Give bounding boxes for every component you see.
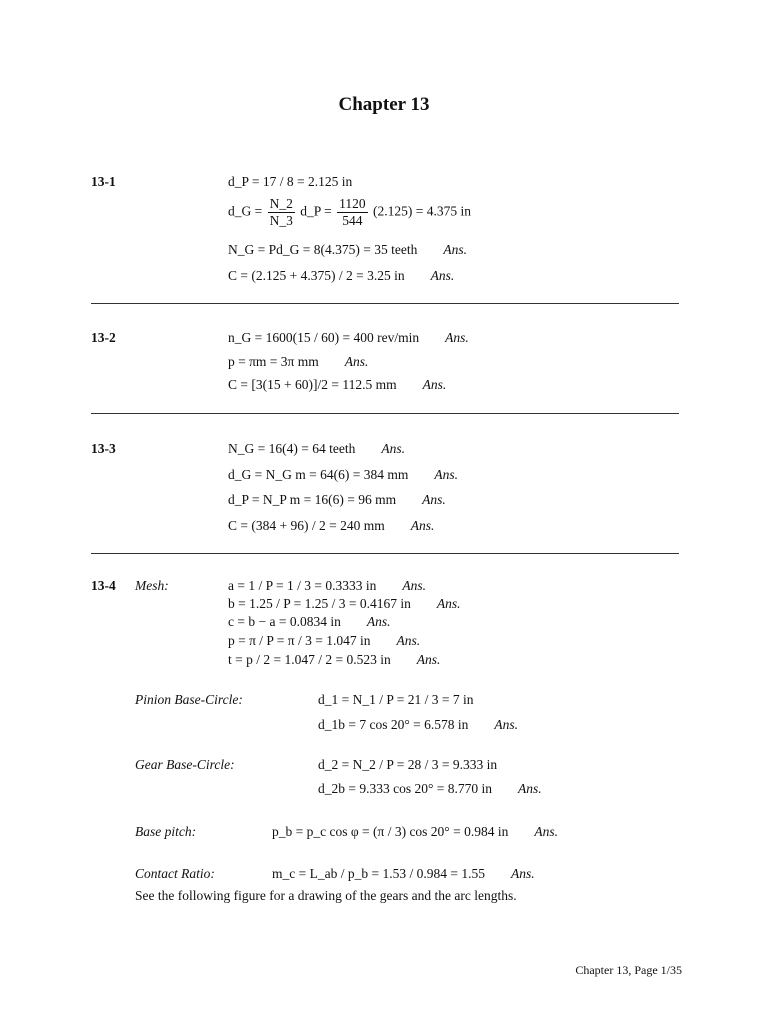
equation-13-1-line-3 — [228, 242, 467, 258]
eq-text: N_G = Pd_G = 8(4.375) = 35 teeth — [228, 242, 418, 257]
answer-marker: Ans. — [518, 781, 542, 796]
gear-line-1: d_2 = N_2 / P = 28 / 3 = 9.333 in — [318, 757, 498, 772]
answer-marker: Ans. — [422, 492, 446, 507]
answer-marker: Ans. — [510, 866, 535, 881]
problem-number-13-3: 13-3 — [91, 441, 116, 456]
problem-number-13-1: 13-1 — [91, 174, 116, 189]
equation-13-2-line-3 — [228, 377, 446, 393]
gear-line-2 — [318, 781, 542, 797]
answer-marker: Ans. — [422, 377, 447, 392]
answer-marker: Ans. — [366, 614, 391, 629]
mesh-line-5 — [228, 652, 440, 668]
page-title: Chapter 13 — [338, 94, 430, 115]
eq-text: C = (384 + 96) / 2 = 240 mm — [228, 518, 385, 533]
eq-text: N_G = 16(4) = 64 teeth — [228, 441, 356, 456]
figure-note: See the following figure for a drawing of the gears and the arc lengths. — [135, 888, 517, 903]
fraction-1120-544 — [337, 196, 368, 229]
mesh-label: Mesh: — [135, 578, 169, 593]
base-pitch-label: Base pitch: — [135, 824, 197, 839]
contact-ratio-label: Contact Ratio: — [135, 866, 215, 881]
equation-13-1-line-4 — [228, 268, 454, 284]
pinion-line-2 — [318, 717, 518, 733]
equation-13-3-line-1 — [228, 441, 405, 457]
equation-13-1-line-1: d_P = 17 / 8 = 2.125 in — [228, 174, 353, 189]
eq-text: C = (2.125 + 4.375) / 2 = 3.25 in — [228, 268, 405, 283]
gear-base-circle-label: Gear Base-Circle: — [135, 757, 235, 772]
fraction-numerator: 1120 — [339, 196, 366, 211]
eq-text: p = π / P = π / 3 = 1.047 in — [228, 633, 371, 648]
answer-marker: Ans. — [410, 518, 435, 533]
eq-text: d_1b = 7 cos 20° = 6.578 in — [318, 717, 469, 732]
answer-marker: Ans. — [396, 633, 421, 648]
answer-marker: Ans. — [430, 268, 455, 283]
pinion-base-circle-label: Pinion Base-Circle: — [135, 692, 243, 707]
answer-marker: Ans. — [534, 824, 558, 839]
section-divider — [91, 553, 679, 554]
section-divider — [91, 413, 679, 414]
answer-marker: Ans. — [443, 242, 467, 257]
answer-marker: Ans. — [445, 330, 469, 345]
answer-marker: Ans. — [402, 578, 426, 593]
pinion-line-1: d_1 = N_1 / P = 21 / 3 = 7 in — [318, 692, 474, 707]
fraction-denominator: 544 — [342, 213, 363, 228]
answer-marker: Ans. — [434, 467, 458, 482]
page-footer: Chapter 13, Page 1/35 — [575, 963, 682, 977]
fraction-denominator: N_3 — [269, 213, 293, 228]
fraction-numerator: N_2 — [269, 196, 293, 211]
eq-text: d_P = N_P m = 16(6) = 96 mm — [228, 492, 397, 507]
answer-marker: Ans. — [416, 652, 441, 667]
equation-13-2-line-1 — [228, 330, 469, 346]
answer-marker: Ans. — [494, 717, 518, 732]
mesh-line-1 — [228, 578, 426, 594]
eq-text: C = [3(15 + 60)]/2 = 112.5 mm — [228, 377, 397, 392]
equation-13-1-line-2 — [228, 196, 471, 229]
equation-13-3-line-2 — [228, 467, 458, 483]
mesh-line-2 — [228, 596, 460, 612]
eq-text: n_G = 1600(15 / 60) = 400 rev/min — [228, 330, 420, 345]
problem-number-13-4: 13-4 — [91, 578, 116, 593]
contact-ratio-equation — [272, 866, 535, 882]
equation-13-2-line-2 — [228, 354, 368, 370]
equation-13-3-line-3 — [228, 492, 446, 508]
answer-marker: Ans. — [381, 441, 405, 456]
problem-number-13-2: 13-2 — [91, 330, 116, 345]
answer-marker: Ans. — [436, 596, 461, 611]
eq-text: d_G = N_G m = 64(6) = 384 mm — [228, 467, 409, 482]
mesh-line-4 — [228, 633, 420, 649]
eq-text: b = 1.25 / P = 1.25 / 3 = 0.4167 in — [228, 596, 411, 611]
eq-part: d_G = — [228, 203, 263, 219]
section-divider — [91, 303, 679, 304]
answer-marker: Ans. — [344, 354, 369, 369]
fraction-n2-n3 — [268, 196, 295, 229]
eq-text: d_2b = 9.333 cos 20° = 8.770 in — [318, 781, 492, 796]
base-pitch-equation — [272, 824, 558, 840]
eq-text: m_c = L_ab / p_b = 1.53 / 0.984 = 1.55 — [272, 866, 485, 881]
eq-text: p_b = p_c cos φ = (π / 3) cos 20° = 0.984 in — [272, 824, 509, 839]
eq-text: p = πm = 3π mm — [228, 354, 319, 369]
eq-text: c = b − a = 0.0834 in — [228, 614, 341, 629]
mesh-line-3 — [228, 614, 390, 630]
eq-part: (2.125) = 4.375 in — [373, 203, 471, 219]
eq-text: t = p / 2 = 1.047 / 2 = 0.523 in — [228, 652, 391, 667]
eq-text: a = 1 / P = 1 / 3 = 0.3333 in — [228, 578, 377, 593]
eq-part: d_P = — [300, 203, 332, 219]
equation-13-3-line-4 — [228, 518, 434, 534]
